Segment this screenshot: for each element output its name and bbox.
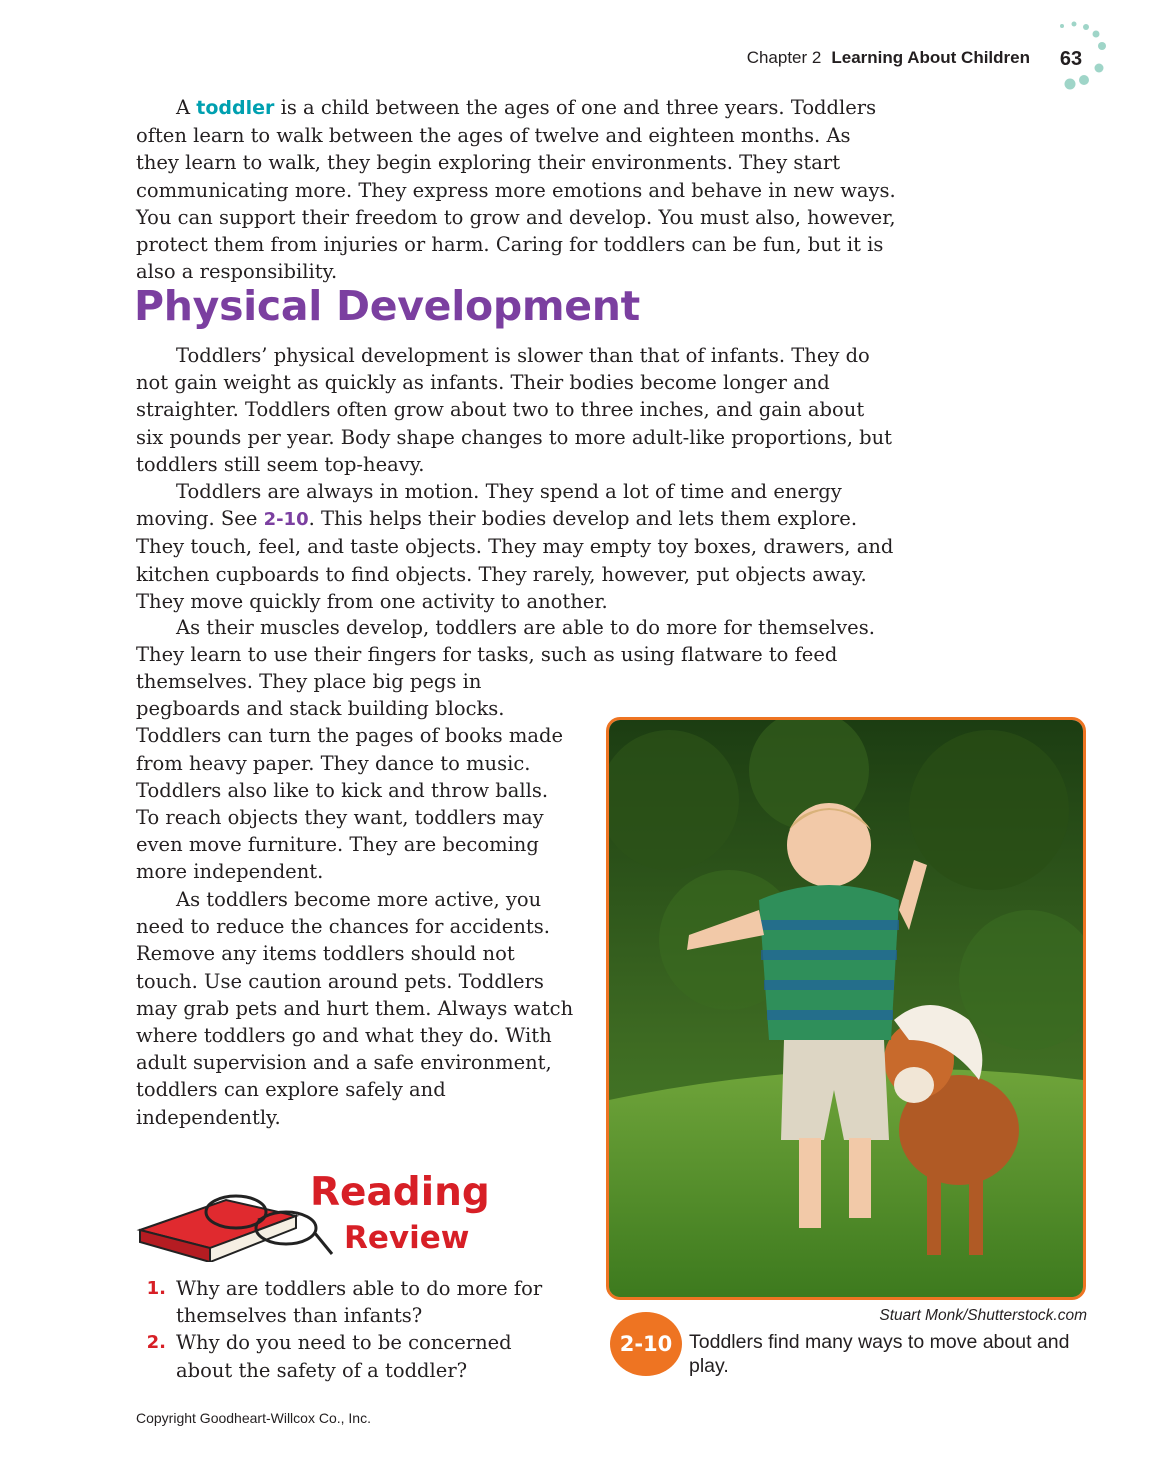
chapter-number: Chapter 2: [746, 48, 822, 67]
figure-number-badge: 2-10: [610, 1312, 682, 1376]
running-header: [600, 48, 1030, 68]
toddler-photo-image: [609, 720, 1083, 1297]
p2-pre: Toddlers are always in motion. They spend a lot of time and energy moving. See: [136, 480, 842, 531]
decorative-dots-icon: [1036, 16, 1116, 96]
question-number: 2.: [146, 1332, 166, 1354]
chapter-title: Learning About Children: [831, 48, 1030, 67]
paragraph-1: Toddlers’ physical development is slower than that of infants. They do not gain weight as quickly as infants. Their bodies become longer and straighter. Toddlers often grow about two to three inches, and gain about six pounds per year. Body shape changes to more adult-like proportions, but toddlers still seem top-heavy.: [136, 344, 893, 476]
photo-credit: Stuart Monk/Shutterstock.com: [879, 1307, 1087, 1324]
section-heading: Physical Development: [134, 282, 640, 330]
intro-post: is a child between the ages of one and three years. Toddlers often learn to walk between the ages of twelve and eighteen months. As they learn to walk, they begin exploring their environments. They start communicating more. They express more emotions and behave in new ways. You can support their freedom to grow and develop. You must also, however, protect them from injuries or harm. Caring for toddlers can be fun, but it is also a responsibility.: [136, 96, 896, 284]
paragraph-3-wide: As their muscles develop, toddlers are able to do more for themselves. They learn to use their fingers for tasks, such as using flatware to feed: [136, 616, 875, 667]
review-question: [136, 1329, 566, 1383]
question-number: 1.: [146, 1278, 166, 1299]
intro-pre: A: [176, 96, 197, 119]
review-question: [136, 1275, 566, 1329]
figure-caption: Toddlers find many ways to move about and play.: [689, 1331, 1070, 1377]
key-term-toddler: toddler: [196, 97, 275, 119]
page-number: 63: [1059, 48, 1083, 70]
copyright-notice: Copyright Goodheart-Willcox Co., Inc.: [136, 1410, 371, 1426]
review-questions: [136, 1275, 566, 1384]
book-glasses-icon: [136, 1170, 336, 1262]
reading-review-subtitle: Review: [344, 1220, 470, 1256]
paragraph-2: [136, 478, 896, 615]
reading-review-title: Reading: [310, 1170, 490, 1215]
question-text: Why do you need to be concerned about the safety of a toddler?: [176, 1331, 512, 1382]
paragraph-4: As toddlers become more active, you need to reduce the chances for accidents. Remove any items toddlers should not touch. Use caution around pets. Toddlers may grab pets and hurt them. Always watch where toddlers go and what they do. With adult supervision and a safe environment, toddlers can explore safely and independently.: [136, 888, 574, 1129]
figure-reference-link[interactable]: 2-10: [263, 509, 309, 531]
p2-post: . This helps their bodies develop and lets them explore. They touch, feel, and taste objects. They may empty toy boxes, drawers, and kitchen cupboards to find objects. They rarely, however, put objects away. They move quickly from one activity to another.: [136, 507, 894, 613]
paragraph-3-narrow: themselves. They place big pegs in pegboards and stack building blocks. Toddlers can turn the pages of books made from heavy paper. They dance to music. Toddlers also like to kick and throw balls. To reach objects they want, toddlers may even move furniture. They are becoming more independent.: [136, 670, 564, 884]
toddler-photo: [606, 717, 1086, 1300]
intro-paragraph: [136, 94, 896, 285]
question-text: Why are toddlers able to do more for themselves than infants?: [176, 1277, 543, 1328]
